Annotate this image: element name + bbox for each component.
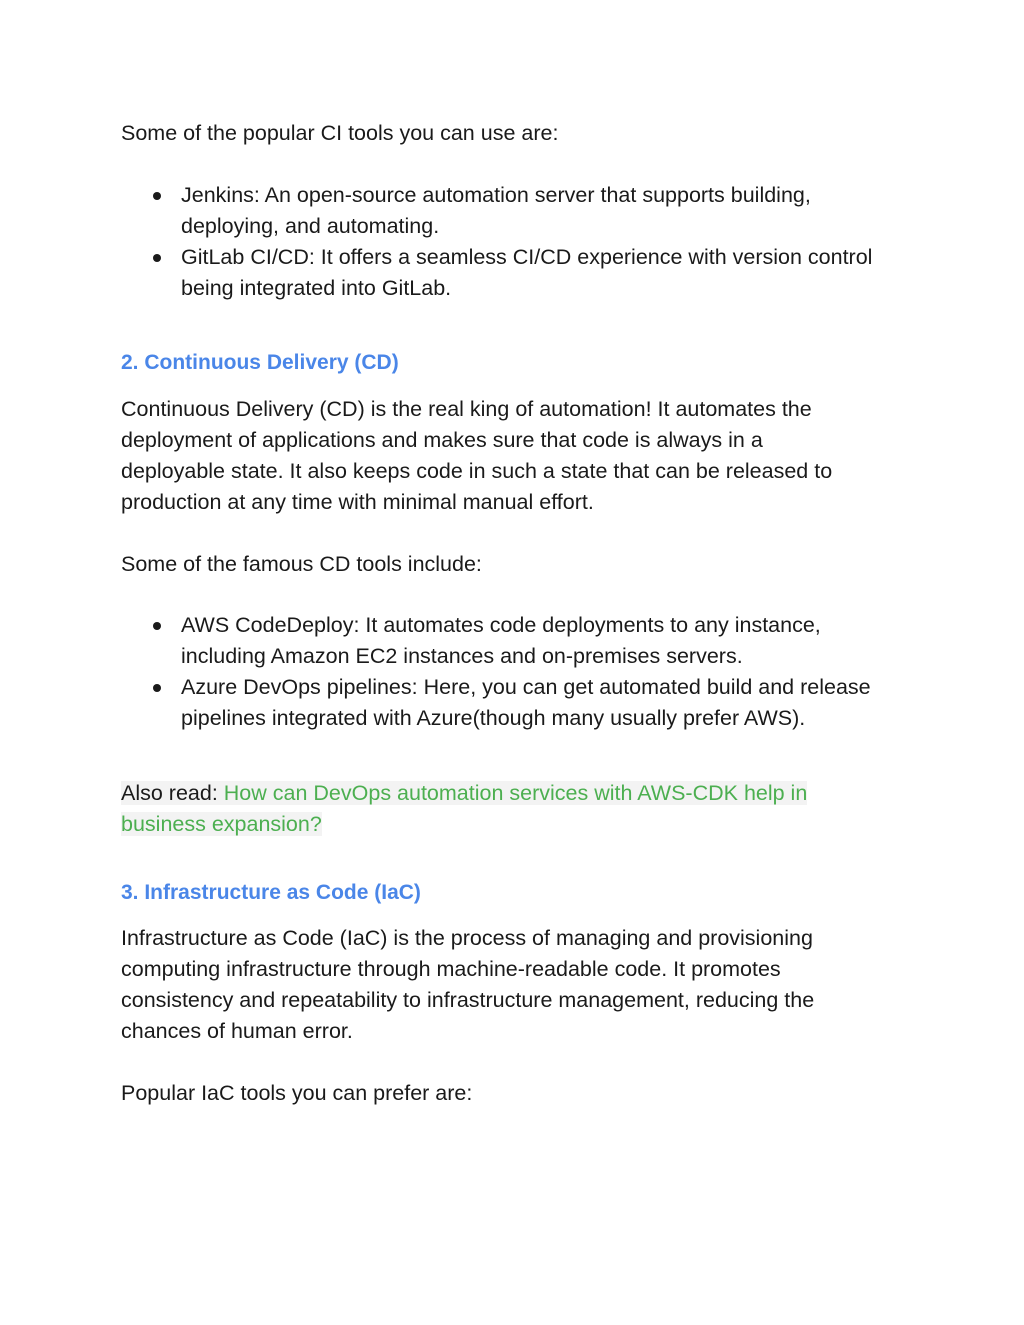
section-heading-iac: 3. Infrastructure as Code (IaC) bbox=[121, 881, 421, 904]
bullet-icon bbox=[153, 192, 161, 200]
bullet-icon bbox=[153, 684, 161, 692]
also-read-callout bbox=[121, 778, 807, 840]
ci-tools-intro: Some of the popular CI tools you can use are: bbox=[121, 121, 559, 145]
cd-paragraph: Continuous Delivery (CD) is the real king of automation! It automates the deployment of applications and makes sure that code is always in a deployable state. It also keeps code in such a state that can be released to production at any time with minimal manual effort. bbox=[121, 397, 833, 514]
section-heading-cd: 2. Continuous Delivery (CD) bbox=[121, 351, 399, 374]
also-read-label: Also read: bbox=[121, 781, 224, 805]
also-read-link[interactable]: How can DevOps automation services with AWS-CDK help in bbox=[223, 781, 808, 805]
list-item: GitLab CI/CD: It offers a seamless CI/CD experience with version control being integrated into GitLab. bbox=[121, 242, 872, 304]
bullet-icon bbox=[153, 254, 161, 262]
bullet-icon bbox=[153, 622, 161, 630]
list-item: AWS CodeDeploy: It automates code deployments to any instance, including Amazon EC2 instances and on-premises servers. bbox=[121, 610, 871, 672]
ci-tools-list bbox=[121, 180, 872, 304]
also-read-link-continued[interactable]: business expansion? bbox=[121, 812, 322, 836]
iac-tools-intro: Popular IaC tools you can prefer are: bbox=[121, 1081, 473, 1105]
iac-paragraph: Infrastructure as Code (IaC) is the process of managing and provisioning computing infrastructure through machine-readable code. It promotes consistency and repeatability to infrastructure management, reducing the chances of human error. bbox=[121, 926, 815, 1043]
cd-tools-list bbox=[121, 610, 871, 734]
cd-tools-intro: Some of the famous CD tools include: bbox=[121, 552, 482, 576]
list-item: Jenkins: An open-source automation server that supports building, deploying, and automating. bbox=[121, 180, 872, 242]
list-item: Azure DevOps pipelines: Here, you can get automated build and release pipelines integrated with Azure(though many usually prefer AWS). bbox=[121, 672, 871, 734]
